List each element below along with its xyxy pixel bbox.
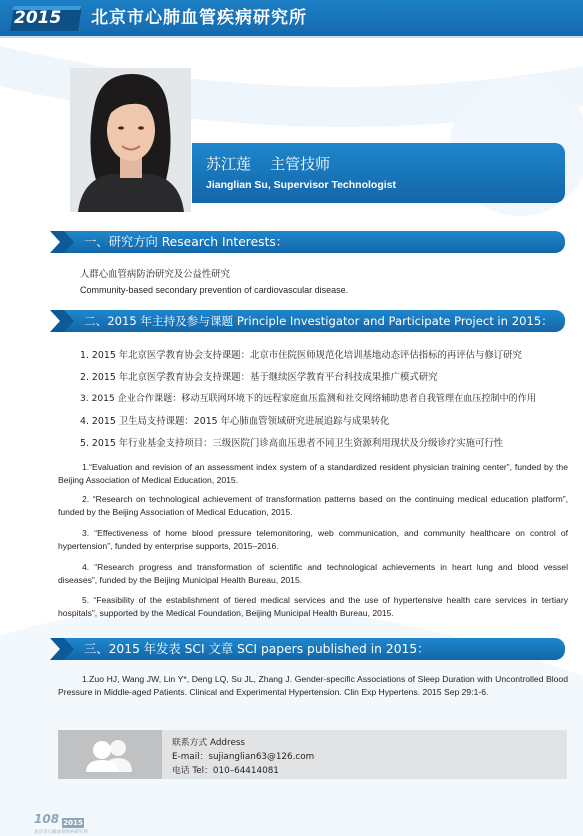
- project-cn-item: 5. 2015 年行业基金支持项目：三级医院门诊高血压患者不同卫生资源利用现状及分级诊疗实施可行性: [80, 438, 504, 449]
- project-cn-item: 1. 2015 年北京医学教育协会支持课题：北京市住院医师规范化培训基地动态评估指标的再评估与修订研究: [80, 350, 522, 361]
- footer-year: 2015: [63, 819, 83, 827]
- project-cn-item: 2. 2015 年北京医学教育协会支持课题：基于继续医学教育平台科技成果推广模式研究: [80, 372, 438, 383]
- paper-item: 1.Zuo HJ, Wang JW, Lin Y*, Deng LQ, Su JL, Zhang J. Gender-specific Associations of Sleep Duration with Uncontrolled Blood Pressure in Middle-aged Patients. Clinical and Experimental Hypertension. Clin Exp Hypertens. 2015 Sep 29:1-6.: [58, 674, 568, 697]
- page-number: 108: [34, 812, 60, 826]
- contact-box: [58, 730, 567, 779]
- section-papers-bar: [62, 638, 565, 660]
- users-icon: [80, 738, 140, 772]
- research-en: Community-based secondary prevention of cardiovascular disease.: [80, 285, 349, 295]
- section-chevron-icon: [50, 638, 80, 660]
- project-en-item: 3. “Effectiveness of home blood pressure telemonitoring, web communication, and community healthcare on control of hypertension”, funded by enterprise supports, 2015–2016.: [58, 528, 568, 551]
- footer-org: 北京市心肺血管疾病研究所: [34, 830, 88, 835]
- section-projects-title: 二、2015 年主持及参与课题 Principle Investigator and Participate Project in 2015：: [84, 314, 553, 328]
- project-en-item: 1.“Evaluation and revision of an assessment index system of a standardized resident physician training center”, funded by the Beijing Association of Medical Education, 2015.: [58, 462, 568, 485]
- person-name-cn: 苏江莲 主管技师: [206, 155, 331, 173]
- contact-email: E-mail：sujianglian63@126.com: [172, 752, 315, 762]
- project-en-item: 5. “Feasibility of the establishment of tiered medical services and the use of hypertensive health care services in tertiary hospitals”, supported by the Medical Foundation, Beijing Municipal Health Bureau, 2015.: [58, 595, 568, 618]
- project-cn-item: 3. 2015 企业合作课题：移动互联网环境下的远程家庭血压监测和社交网络辅助患者自我管理在血压控制中的作用: [80, 394, 536, 404]
- project-en-item: 2. “Research on technological achievement of transformation patterns based on the continuing medical education platform”, funded by the Beijing Association of Medical Education, 2015.: [58, 494, 568, 517]
- contact-icon-box: [58, 730, 162, 779]
- research-cn: 人群心血管病防治研究及公益性研究: [80, 269, 231, 280]
- section-papers-title: 三、2015 年发表 SCI 文章 SCI papers published in 2015：: [84, 642, 430, 656]
- header-divider: [0, 36, 583, 38]
- section-chevron-icon: [50, 231, 80, 253]
- person-name-en: Jianglian Su, Supervisor Technologist: [206, 179, 397, 191]
- section-research-title: 一、研究方向 Research Interests：: [84, 235, 289, 249]
- project-cn-item: 4. 2015 卫生局支持课题：2015 年心肺血管领域研究进展追踪与成果转化: [80, 416, 390, 427]
- contact-label: 联系方式 Address: [172, 738, 246, 748]
- name-card: [192, 143, 565, 203]
- header-title: 北京市心肺血管疾病研究所: [91, 8, 307, 28]
- project-en-item: 4. “Research progress and transformation of scientific and technological achievements in heart lung and blood vessel diseases”, funded by the Beijing Municipal Health Bureau, 2015.: [58, 562, 568, 585]
- portrait-photo: [70, 68, 191, 212]
- section-projects-bar: [62, 310, 565, 332]
- header-year: 2015: [14, 8, 62, 28]
- contact-phone: 电话 Tel：010–64414081: [172, 766, 279, 776]
- section-research-bar: [62, 231, 565, 253]
- section-chevron-icon: [50, 310, 80, 332]
